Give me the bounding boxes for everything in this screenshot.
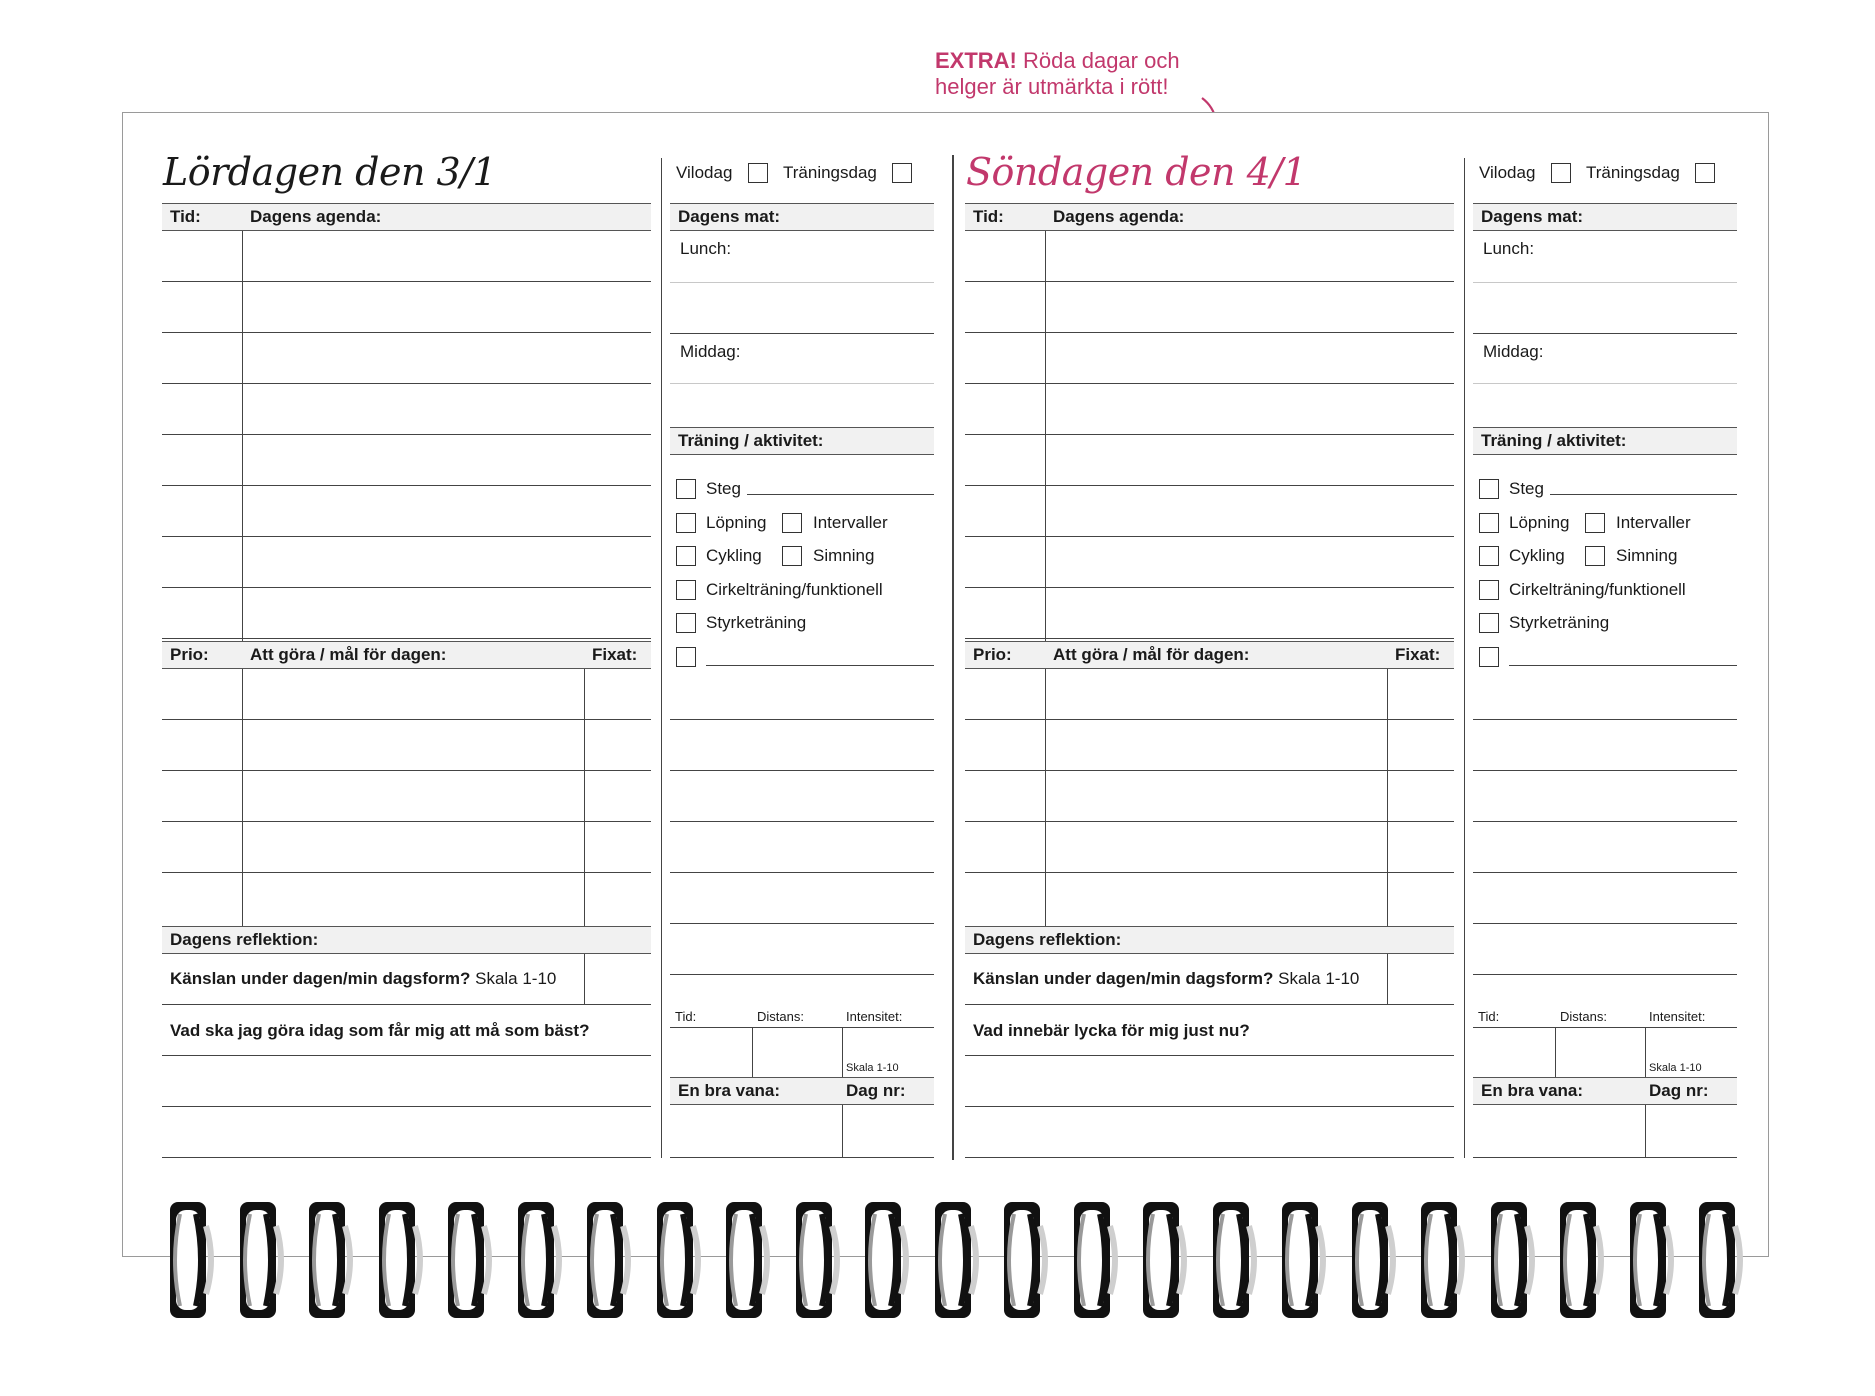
lopning-label: Löpning: [1509, 513, 1570, 532]
mat-title: Dagens mat:: [678, 207, 781, 226]
rule-line: [1473, 333, 1737, 334]
spiral-coil-icon: [236, 1196, 288, 1324]
todo-header: [965, 641, 1454, 669]
rule-line: [670, 872, 934, 873]
simning-label: Simning: [1616, 546, 1678, 565]
spiral-coil-icon: [1209, 1196, 1261, 1324]
column-divider: [1464, 158, 1465, 1158]
spiral-coil-icon: [1000, 1196, 1052, 1324]
vilodag-checkbox[interactable]: [748, 163, 768, 183]
rule-line: [1473, 1157, 1737, 1158]
spiral-coil-icon: [1417, 1196, 1469, 1324]
column-divider: [584, 669, 585, 926]
rule-line: [965, 332, 1454, 333]
training-header: [1473, 427, 1737, 455]
rule-line: [1473, 872, 1737, 873]
daily-question: Vad ska jag göra idag som får mig att må som bäst?: [170, 1021, 590, 1040]
lopning-checkbox[interactable]: [676, 513, 696, 533]
middag-label: Middag:: [1483, 342, 1544, 361]
rule-line: [670, 1157, 934, 1158]
rule-line: [965, 719, 1454, 720]
rule-line: [1473, 770, 1737, 771]
rule-line: [162, 821, 651, 822]
spiral-coil-icon: [931, 1196, 983, 1324]
page-divider: [952, 155, 954, 1160]
cirkel-label: Cirkelträning/funktionell: [706, 580, 883, 599]
intervaller-label: Intervaller: [1616, 513, 1691, 532]
reflection-title: Dagens reflektion:: [170, 930, 319, 949]
dagnr-title: Dag nr:: [1649, 1081, 1709, 1100]
column-divider: [1045, 231, 1046, 641]
feeling-text: Känslan under dagen/min dagsform?: [973, 969, 1274, 988]
rule-line: [162, 1004, 651, 1005]
cykling-label: Cykling: [706, 546, 762, 565]
stat-distans: Distans:: [757, 1009, 804, 1024]
column-divider: [1387, 669, 1388, 926]
rule-line: [965, 638, 1454, 639]
rule-line: [162, 383, 651, 384]
rule-line: [965, 485, 1454, 486]
feeling-scale: Skala 1-10: [1278, 969, 1360, 988]
vana-header: [670, 1077, 934, 1105]
spiral-coil-icon: [1487, 1196, 1539, 1324]
simning-label: Simning: [813, 546, 875, 565]
rule-line: [965, 872, 1454, 873]
feeling-text: Känslan under dagen/min dagsform?: [170, 969, 471, 988]
column-divider: [1555, 1027, 1556, 1077]
rule-line: [965, 821, 1454, 822]
rule-line: [162, 587, 651, 588]
callout-line2: helger är utmärkta i rött!: [935, 74, 1169, 99]
column-divider: [1045, 669, 1046, 926]
rule-line: [162, 332, 651, 333]
rule-line: [965, 1055, 1454, 1056]
spiral-coil-icon: [1626, 1196, 1678, 1324]
todo-title: Att göra / mål för dagen:: [250, 645, 447, 664]
column-divider: [242, 669, 243, 926]
vana-title: En bra vana:: [1481, 1081, 1584, 1100]
prio-header: Prio:: [170, 645, 209, 664]
traningsdag-checkbox[interactable]: [892, 163, 912, 183]
stat-tid: Tid:: [1478, 1009, 1500, 1024]
rule-line: [1473, 383, 1737, 384]
rule-line: [670, 1027, 934, 1028]
rule-line: [1509, 665, 1737, 666]
spiral-coil-icon: [861, 1196, 913, 1324]
stat-intensitet: Intensitet:: [1649, 1009, 1706, 1024]
simning-checkbox[interactable]: [1585, 546, 1605, 566]
vilodag-checkbox[interactable]: [1551, 163, 1571, 183]
day-title: Lördagen den 3/1: [163, 150, 497, 194]
rule-line: [162, 719, 651, 720]
rule-line: [162, 281, 651, 282]
vilodag-label: Vilodag: [676, 163, 733, 182]
stat-intensitet: Intensitet:: [846, 1009, 903, 1024]
vilodag-label: Vilodag: [1479, 163, 1536, 182]
rule-line: [162, 536, 651, 537]
rule-line: [1473, 821, 1737, 822]
styrka-label: Styrketräning: [706, 613, 807, 632]
traningsdag-label: Träningsdag: [783, 163, 877, 182]
agenda-title: Dagens agenda:: [250, 207, 382, 226]
agenda-title: Dagens agenda:: [1053, 207, 1185, 226]
rule-line: [1473, 923, 1737, 924]
spiral-coil-icon: [1278, 1196, 1330, 1324]
intervaller-label: Intervaller: [813, 513, 888, 532]
mat-header: [670, 203, 934, 231]
todo-header: [162, 641, 651, 669]
spiral-coil-icon: [583, 1196, 635, 1324]
rule-line: [706, 665, 934, 666]
rule-line: [965, 770, 1454, 771]
mat-title: Dagens mat:: [1481, 207, 1584, 226]
todo-title: Att göra / mål för dagen:: [1053, 645, 1250, 664]
dagnr-title: Dag nr:: [846, 1081, 906, 1100]
rule-line: [670, 333, 934, 334]
extra-activity-checkbox[interactable]: [676, 647, 696, 667]
rule-line: [162, 434, 651, 435]
column-divider: [1387, 954, 1388, 1004]
prio-header: Prio:: [973, 645, 1012, 664]
column-divider: [584, 954, 585, 1004]
vana-title: En bra vana:: [678, 1081, 781, 1100]
spiral-coil-icon: [1695, 1196, 1747, 1324]
cirkel-checkbox[interactable]: [676, 580, 696, 600]
spiral-coil-icon: [1139, 1196, 1191, 1324]
lunch-label: Lunch:: [680, 239, 732, 258]
lopning-label: Löpning: [706, 513, 767, 532]
rule-line: [162, 770, 651, 771]
fixat-header: Fixat:: [1395, 645, 1441, 664]
rule-line: [1550, 494, 1737, 495]
spiral-coil-icon: [305, 1196, 357, 1324]
rule-line: [162, 1157, 651, 1158]
spiral-coil-icon: [1070, 1196, 1122, 1324]
cykling-label: Cykling: [1509, 546, 1565, 565]
rule-line: [670, 383, 934, 384]
reflection-header: [965, 926, 1454, 954]
spiral-coil-icon: [653, 1196, 705, 1324]
rule-line: [965, 1106, 1454, 1107]
lopning-checkbox[interactable]: [1479, 513, 1499, 533]
traningsdag-checkbox[interactable]: [1695, 163, 1715, 183]
column-divider: [842, 1105, 843, 1157]
rule-line: [965, 281, 1454, 282]
spiral-coil-icon: [792, 1196, 844, 1324]
cirkel-label: Cirkelträning/funktionell: [1509, 580, 1686, 599]
feeling-question: [973, 969, 1359, 989]
fixat-header: Fixat:: [592, 645, 638, 664]
rule-line: [1473, 974, 1737, 975]
rule-line: [1473, 1027, 1737, 1028]
callout-extra: EXTRA!: [935, 48, 1017, 73]
rule-line: [670, 974, 934, 975]
styrka-checkbox[interactable]: [676, 613, 696, 633]
rule-line: [162, 485, 651, 486]
rule-line: [1473, 719, 1737, 720]
steg-label: Steg: [706, 479, 741, 498]
column-divider: [1645, 1027, 1646, 1077]
feeling-question: [170, 969, 556, 989]
agenda-header: [965, 203, 1454, 231]
reflection-title: Dagens reflektion:: [973, 930, 1122, 949]
column-divider: [1645, 1105, 1646, 1157]
column-divider: [661, 158, 662, 1158]
tid-header: Tid:: [973, 207, 1004, 226]
rule-line: [965, 1157, 1454, 1158]
column-divider: [842, 1027, 843, 1077]
training-title: Träning / aktivitet:: [1481, 431, 1627, 450]
stat-skala: Skala 1-10: [1649, 1062, 1702, 1074]
stat-tid: Tid:: [675, 1009, 697, 1024]
stat-skala: Skala 1-10: [846, 1062, 899, 1074]
steg-label: Steg: [1509, 479, 1544, 498]
spiral-coil-icon: [514, 1196, 566, 1324]
tid-header: Tid:: [170, 207, 201, 226]
callout-line1: Röda dagar och: [1023, 48, 1180, 73]
reflection-header: [162, 926, 651, 954]
spiral-coil-icon: [166, 1196, 218, 1324]
cykling-checkbox[interactable]: [1479, 546, 1499, 566]
agenda-header: [162, 203, 651, 231]
steg-checkbox[interactable]: [676, 479, 696, 499]
rule-line: [670, 821, 934, 822]
steg-checkbox[interactable]: [1479, 479, 1499, 499]
simning-checkbox[interactable]: [782, 546, 802, 566]
rule-line: [162, 638, 651, 639]
column-divider: [242, 231, 243, 641]
rule-line: [965, 587, 1454, 588]
training-title: Träning / aktivitet:: [678, 431, 824, 450]
intervaller-checkbox[interactable]: [1585, 513, 1605, 533]
rule-line: [965, 1004, 1454, 1005]
rule-line: [670, 923, 934, 924]
rule-line: [747, 494, 934, 495]
rule-line: [965, 383, 1454, 384]
spiral-coil-icon: [1348, 1196, 1400, 1324]
red-days-callout: [935, 48, 1180, 100]
spiral-coil-icon: [375, 1196, 427, 1324]
rule-line: [162, 872, 651, 873]
rule-line: [1473, 282, 1737, 283]
rule-line: [965, 434, 1454, 435]
training-header: [670, 427, 934, 455]
rule-line: [162, 1106, 651, 1107]
daily-question: Vad innebär lycka för mig just nu?: [973, 1021, 1250, 1040]
spiral-coil-icon: [444, 1196, 496, 1324]
spiral-coil-icon: [722, 1196, 774, 1324]
stat-distans: Distans:: [1560, 1009, 1607, 1024]
styrka-label: Styrketräning: [1509, 613, 1610, 632]
rule-line: [965, 536, 1454, 537]
cykling-checkbox[interactable]: [676, 546, 696, 566]
styrka-checkbox[interactable]: [1479, 613, 1499, 633]
rule-line: [670, 770, 934, 771]
column-divider: [752, 1027, 753, 1077]
traningsdag-label: Träningsdag: [1586, 163, 1680, 182]
mat-header: [1473, 203, 1737, 231]
day-title: Söndagen den 4/1: [966, 150, 1307, 194]
rule-line: [670, 282, 934, 283]
intervaller-checkbox[interactable]: [782, 513, 802, 533]
lunch-label: Lunch:: [1483, 239, 1535, 258]
rule-line: [670, 719, 934, 720]
feeling-scale: Skala 1-10: [475, 969, 557, 988]
cirkel-checkbox[interactable]: [1479, 580, 1499, 600]
extra-activity-checkbox[interactable]: [1479, 647, 1499, 667]
middag-label: Middag:: [680, 342, 741, 361]
spiral-coil-icon: [1556, 1196, 1608, 1324]
vana-header: [1473, 1077, 1737, 1105]
rule-line: [162, 1055, 651, 1056]
